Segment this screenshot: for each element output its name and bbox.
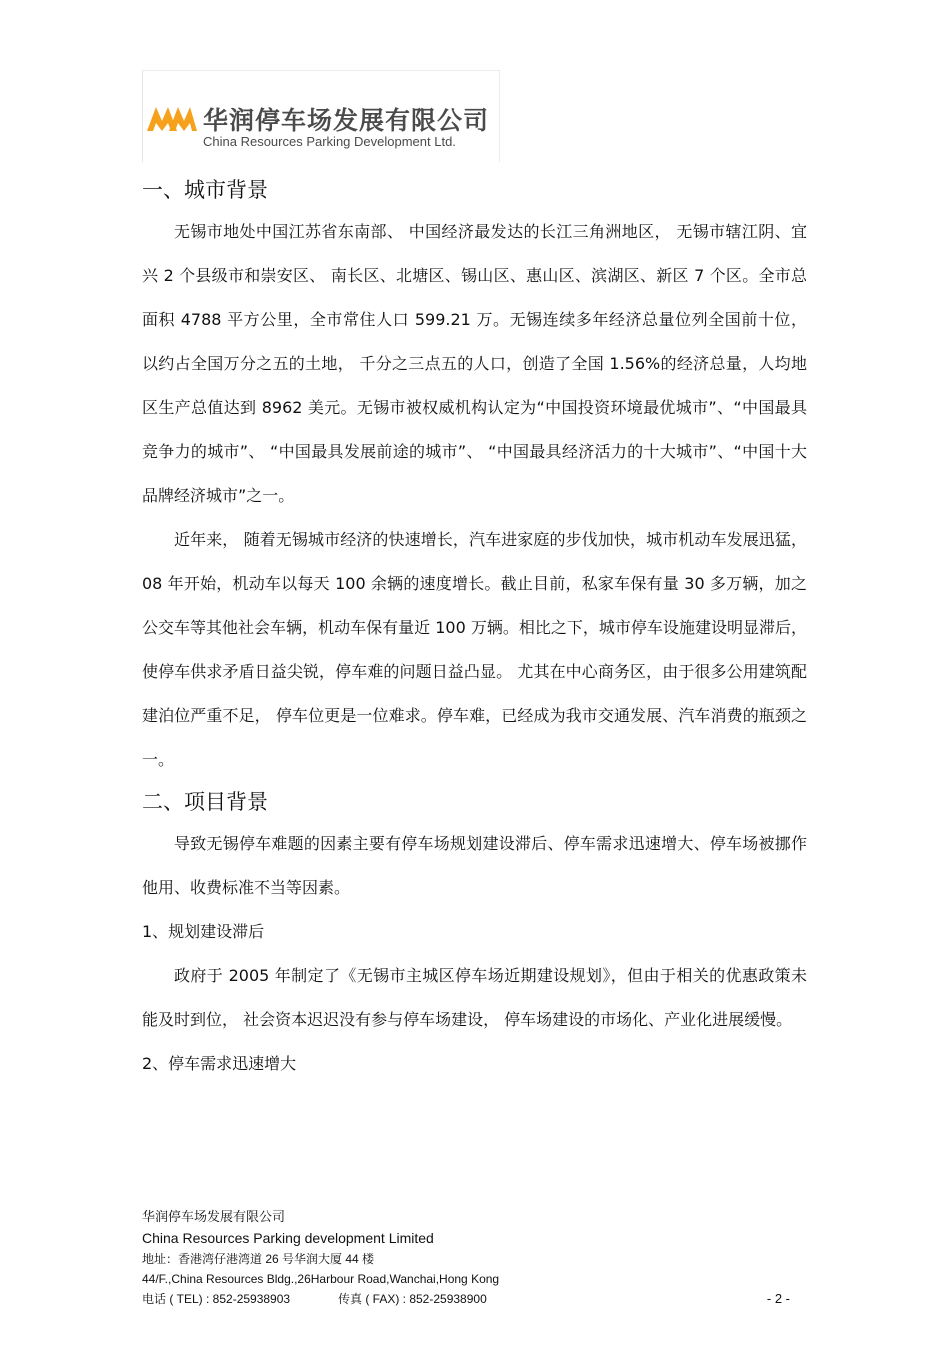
footer-fax: 传真 ( FAX) : 852-25938900 xyxy=(338,1292,487,1306)
footer-contact-row xyxy=(142,1289,802,1309)
paragraph-city-overview: 无锡市地处中国江苏省东南部、 中国经济最发达的长江三角洲地区， 无锡市辖江阴、宜兴 2 个县级市和崇安区、 南长区、北塘区、锡山区、惠山区、滨湖区、新区 7 个区。全市总面积 4788 平方公里，全市常住人口 599.21 万。无锡连续多年经济总量位列全国前十位， 以约占全国万分之五的土地， 千分之三点五的人口，创造了全国 1.56%的经济总量，人均地区生产总值达到 8962 美元。无锡市被权威机构认定为“中国投资环境最优城市”、“中国最具竞争力的城市”、 “中国最具发展前途的城市”、 “中国最具经济活力的十大城市”、“中国十大品牌经济城市”之一。 xyxy=(142,222,807,505)
logo-company-name-cn: 华润停车场发展有限公司 xyxy=(203,106,490,135)
logo-company-name-en: China Resources Parking Development Ltd. xyxy=(203,134,456,149)
section-title-city-background: 一、城市背景 xyxy=(142,178,268,202)
subheading-demand-growth: 2、停车需求迅速增大 xyxy=(142,1054,297,1073)
paragraph-parking-factors: 导致无锡停车难题的因素主要有停车场规划建设滞后、停车需求迅速增大、停车场被挪作他用、收费标准不当等因素。 xyxy=(142,834,807,897)
footer-address-cn: 地址：香港湾仔港湾道 26 号华润大厦 44 楼 xyxy=(142,1252,375,1266)
footer-company-en: China Resources Parking development Limited xyxy=(142,1230,434,1246)
document-body xyxy=(142,170,807,1086)
paragraph-planning-lag: 政府于 2005 年制定了《无锡市主城区停车场近期建设规划》，但由于相关的优惠政策未能及时到位， 社会资本迟迟没有参与停车场建设， 停车场建设的市场化、产业化进展缓慢。 xyxy=(142,966,807,1029)
section-title-project-background: 二、项目背景 xyxy=(142,790,268,814)
footer-tel: 电话 ( TEL) : 852-25938903 xyxy=(142,1292,291,1306)
paragraph-vehicle-growth: 近年来， 随着无锡城市经济的快速增长，汽车进家庭的步伐加快，城市机动车发展迅猛， 08 年开始，机动车以每天 100 余辆的速度增长。截止目前，私家车保有量 30 多万辆，加之公交车等其他社会车辆，机动车保有量近 100 万辆。相比之下，城市停车设施建设明显滞后， 使停车供求矛盾日益尖锐，停车难的问题日益凸显。 尤其在中心商务区，由于很多公用建筑配建泊位严重不足， 停车位更是一位难求。停车难，已经成为我市交通发展、汽车消费的瓶颈之一。 xyxy=(142,530,807,769)
company-logo xyxy=(142,70,500,162)
subheading-planning-lag: 1、规划建设滞后 xyxy=(142,922,265,941)
page-number: - 2 - xyxy=(766,1291,790,1306)
footer-address-en: 44/F.,China Resources Bldg.,26Harbour Road,Wanchai,Hong Kong xyxy=(142,1272,500,1286)
page-footer xyxy=(142,1207,802,1309)
footer-company-cn: 华润停车场发展有限公司 xyxy=(142,1209,286,1224)
logo-mark-icon xyxy=(147,97,197,137)
